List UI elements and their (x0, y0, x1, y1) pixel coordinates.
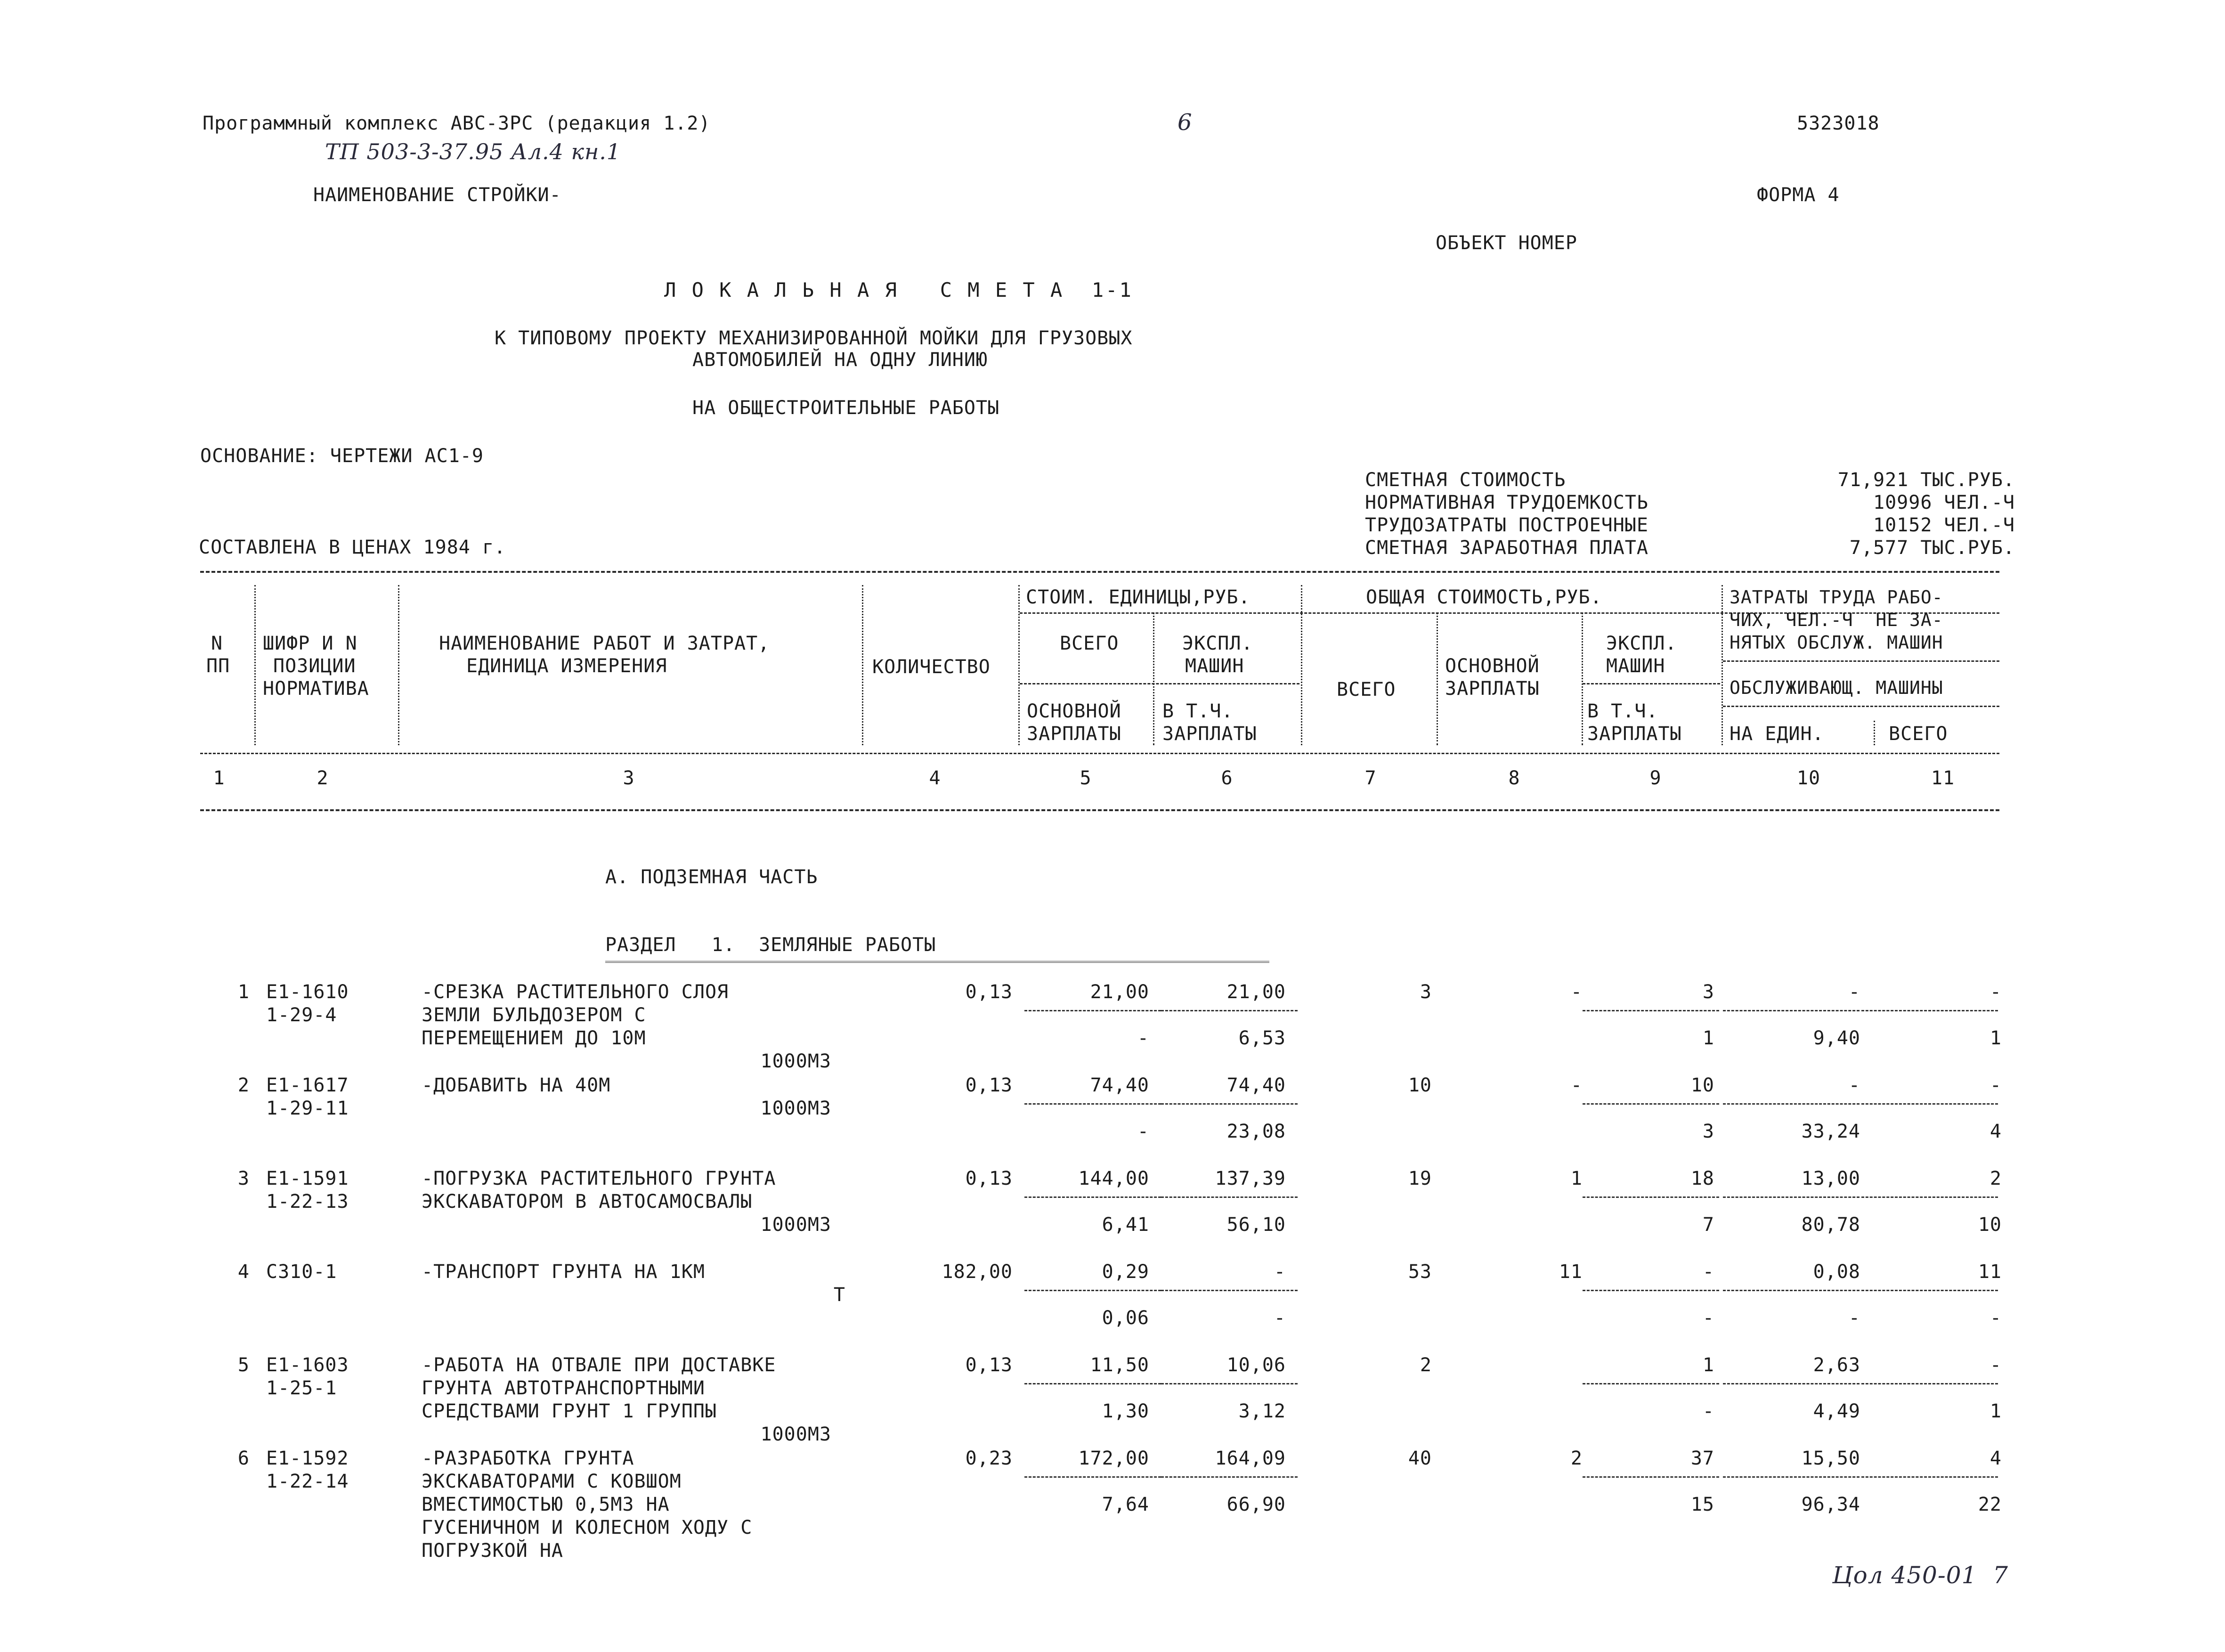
header-labor-unit: НА ЕДИН. (1730, 723, 1824, 745)
row-unit: 1000М3 (760, 1424, 831, 1445)
column-number: 3 (623, 767, 635, 789)
row-labor-machine-unit: 9,40 (1813, 1027, 1860, 1049)
header-unit-wage: ОСНОВНОЙ (1027, 700, 1121, 722)
cell-divider (1583, 1010, 1719, 1011)
row-labor-machine-total: 22 (1978, 1494, 2002, 1515)
row-unit-machines: 74,40 (1226, 1074, 1286, 1096)
row-code: Е1-1617 (266, 1074, 349, 1096)
header-labor: ЗАТРАТЫ ТРУДА РАБО- (1730, 587, 1943, 608)
row-unit-machines: 164,09 (1215, 1448, 1286, 1469)
summary-label: СМЕТНАЯ ЗАРАБОТНАЯ ПЛАТА (1365, 537, 1648, 559)
row-total-wage: - (1570, 981, 1583, 1003)
header-total-incl: ЗАРПЛАТЫ (1587, 723, 1682, 745)
row-total-cost: 2 (1420, 1354, 1432, 1376)
object-number-label: ОБЪЕКТ НОМЕР (1436, 232, 1577, 254)
column-number: 10 (1796, 767, 1821, 789)
summary-label: НОРМАТИВНАЯ ТРУДОЕМКОСТЬ (1365, 492, 1648, 513)
document-title: Л О К А Л Ь Н А Я С М Е Т А 1-1 (664, 278, 1133, 301)
summary-value: 10152 ЧЕЛ.-Ч (1873, 514, 2015, 536)
header-total-machines: МАШИН (1606, 655, 1665, 677)
header-unit-wage: ЗАРПЛАТЫ (1027, 723, 1121, 745)
cell-divider (1583, 1476, 1719, 1478)
header-unit-incl: В Т.Ч. (1162, 700, 1234, 722)
row-total-machines: 3 (1702, 981, 1714, 1003)
row-labor-total: - (1990, 981, 2002, 1003)
column-number: 7 (1364, 767, 1377, 789)
header-code: ПОЗИЦИИ (273, 655, 356, 677)
row-unit-total: 172,00 (1078, 1448, 1149, 1469)
cell-divider (1161, 1290, 1298, 1291)
column-number: 11 (1931, 767, 1955, 789)
header-unit-machines: ЭКСПЛ. (1182, 633, 1253, 654)
row-labor-machine-unit: 33,24 (1801, 1121, 1860, 1142)
cell-divider (1583, 1383, 1719, 1384)
cell-divider (1861, 1103, 1998, 1105)
row-work-name: -ДОБАВИТЬ НА 40М (422, 1074, 611, 1096)
row-unit-wage: 7,64 (1102, 1494, 1149, 1515)
row-labor-per-unit: 0,08 (1813, 1261, 1860, 1283)
header-unit-cost: СТОИМ. ЕДИНИЦЫ,РУБ. (1026, 586, 1251, 608)
header-work-name: НАИМЕНОВАНИЕ РАБОТ И ЗАТРАТ, (439, 633, 770, 654)
row-total-wage: 1 (1570, 1168, 1583, 1189)
row-total-machines: 1 (1702, 1354, 1714, 1376)
cell-divider (1861, 1010, 1998, 1011)
handwritten-note: Цол 450-01 7 (1832, 1562, 2008, 1589)
header-work-name: ЕДИНИЦА ИЗМЕРЕНИЯ (466, 655, 667, 677)
cell-divider (1861, 1476, 1998, 1478)
row-labor-machine-unit: 96,34 (1801, 1494, 1860, 1515)
row-unit-total: 21,00 (1090, 981, 1149, 1003)
row-total-machine-wage: 1 (1702, 1027, 1714, 1049)
row-unit: Т (833, 1284, 845, 1306)
row-number: 2 (237, 1074, 250, 1096)
row-unit: 1000М3 (760, 1214, 831, 1236)
row-labor-machine-total: - (1990, 1307, 2002, 1329)
row-work-name: ЗЕМЛИ БУЛЬДОЗЕРОМ С (422, 1004, 646, 1026)
cell-divider (1161, 1010, 1298, 1011)
row-total-cost: 10 (1408, 1074, 1432, 1096)
header-unit-total: ВСЕГО (1060, 633, 1119, 654)
row-unit-wage: 0,06 (1102, 1307, 1149, 1329)
row-qty: 0,13 (965, 1354, 1013, 1376)
row-work-name: -РАБОТА НА ОТВАЛЕ ПРИ ДОСТАВКЕ (422, 1354, 776, 1376)
row-labor-total: - (1990, 1074, 2002, 1096)
row-unit-machine-wage: 6,53 (1238, 1027, 1286, 1049)
row-unit-machine-wage: 3,12 (1238, 1400, 1286, 1422)
row-work-name: ПЕРЕМЕЩЕНИЕМ ДО 10М (422, 1027, 646, 1049)
row-work-name: ЭКСКАВАТОРАМИ С КОВШОМ (422, 1471, 682, 1492)
row-labor-per-unit: - (1848, 1074, 1860, 1096)
cell-divider (1161, 1383, 1298, 1384)
row-labor-machine-total: 1 (1990, 1027, 2002, 1049)
cell-divider (1024, 1476, 1161, 1478)
row-total-cost: 40 (1408, 1448, 1432, 1469)
row-labor-total: 2 (1990, 1168, 2002, 1189)
row-code: С310-1 (266, 1261, 337, 1283)
row-unit-machine-wage: - (1274, 1307, 1286, 1329)
row-total-cost: 19 (1408, 1168, 1432, 1189)
row-work-name: -РАЗРАБОТКА ГРУНТА (422, 1448, 634, 1469)
project-reference: ТП 503-3-37.95 Ал.4 кн.1 (325, 139, 621, 164)
row-labor-per-unit: 15,50 (1801, 1448, 1860, 1469)
column-number: 5 (1080, 767, 1092, 789)
row-work-name: СРЕДСТВАМИ ГРУНТ 1 ГРУППЫ (422, 1400, 717, 1422)
row-total-wage: 11 (1559, 1261, 1583, 1283)
row-total-wage: 2 (1570, 1448, 1583, 1469)
row-unit-wage: - (1137, 1121, 1149, 1142)
header-labor-total: ВСЕГО (1889, 723, 1948, 745)
row-work-name: -ПОГРУЗКА РАСТИТЕЛЬНОГО ГРУНТА (422, 1168, 776, 1189)
cell-divider (1161, 1196, 1298, 1198)
cell-divider (1723, 1290, 1860, 1291)
row-work-name: ВМЕСТИМОСТЬЮ 0,5М3 НА (422, 1494, 670, 1515)
row-work-name: -СРЕЗКА РАСТИТЕЛЬНОГО СЛОЯ (422, 981, 729, 1003)
price-level-text: СОСТАВЛЕНА В ЦЕНАХ 1984 г. (199, 537, 506, 558)
row-work-name: -ТРАНСПОРТ ГРУНТА НА 1КМ (422, 1261, 705, 1283)
row-total-machine-wage: 3 (1702, 1121, 1714, 1142)
row-work-name: ГРУНТА АВТОТРАНСПОРТНЫМИ (422, 1377, 705, 1399)
cell-divider (1024, 1196, 1161, 1198)
cell-divider (1024, 1290, 1161, 1291)
header-code: НОРМАТИВА (263, 678, 369, 700)
part-heading: А. ПОДЗЕМНАЯ ЧАСТЬ (605, 866, 818, 888)
summary-value: 10996 ЧЕЛ.-Ч (1873, 492, 2015, 513)
row-number: 4 (237, 1261, 250, 1283)
row-code: Е1-1592 (266, 1448, 349, 1469)
row-unit-machine-wage: 56,10 (1226, 1214, 1286, 1236)
row-qty: 0,23 (965, 1448, 1013, 1469)
row-unit-total: 0,29 (1102, 1261, 1149, 1283)
cell-divider (1723, 1103, 1860, 1105)
cell-divider (1583, 1196, 1719, 1198)
cell-divider (1723, 1010, 1860, 1011)
summary-value: 71,921 ТЫС.РУБ. (1837, 469, 2015, 491)
row-code: 1-29-11 (266, 1098, 349, 1119)
title-line-3: НА ОБЩЕСТРОИТЕЛЬНЫЕ РАБОТЫ (692, 397, 1000, 419)
row-total-machines: 10 (1690, 1074, 1714, 1096)
row-unit: 1000М3 (760, 1098, 831, 1119)
column-number: 6 (1221, 767, 1233, 789)
row-code: 1-29-4 (266, 1004, 337, 1026)
row-unit-wage: 1,30 (1102, 1400, 1149, 1422)
header-total-cost: ОБЩАЯ СТОИМОСТЬ,РУБ. (1366, 586, 1602, 608)
row-number: 6 (237, 1448, 250, 1469)
row-labor-per-unit: 13,00 (1801, 1168, 1860, 1189)
summary-value: 7,577 ТЫС.РУБ. (1849, 537, 2015, 559)
cell-divider (1723, 1196, 1860, 1198)
row-labor-per-unit: 2,63 (1813, 1354, 1860, 1376)
row-unit-wage: 6,41 (1102, 1214, 1149, 1236)
column-number: 2 (317, 767, 329, 789)
row-total-machine-wage: 7 (1702, 1214, 1714, 1236)
row-labor-total: - (1990, 1354, 2002, 1376)
program-name: Программный комплекс АВС-3РС (редакция 1.2) (203, 113, 711, 134)
header-labor: ОБСЛУЖИВАЮЩ. МАШИНЫ (1730, 677, 1943, 698)
row-total-machine-wage: 15 (1690, 1494, 1714, 1515)
header-unit-incl: ЗАРПЛАТЫ (1162, 723, 1257, 745)
row-labor-machine-total: 4 (1990, 1121, 2002, 1142)
row-code: Е1-1603 (266, 1354, 349, 1376)
form-number: ФОРМА 4 (1757, 184, 1840, 206)
row-qty: 0,13 (965, 1074, 1013, 1096)
row-unit-machine-wage: 66,90 (1226, 1494, 1286, 1515)
row-qty: 0,13 (965, 981, 1013, 1003)
cell-divider (1723, 1383, 1860, 1384)
column-number: 8 (1508, 767, 1520, 789)
cell-divider (1024, 1103, 1161, 1105)
row-total-machine-wage: - (1702, 1400, 1714, 1422)
row-labor-machine-total: 10 (1978, 1214, 2002, 1236)
cell-divider (1861, 1196, 1998, 1198)
title-line-1: К ТИПОВОМУ ПРОЕКТУ МЕХАНИЗИРОВАННОЙ МОЙКИ ДЛЯ ГРУЗОВЫХ (495, 327, 1133, 349)
row-number: 1 (237, 981, 250, 1003)
row-qty: 0,13 (965, 1168, 1013, 1189)
row-total-machines: - (1702, 1261, 1714, 1283)
cell-divider (1583, 1103, 1719, 1105)
section-heading: РАЗДЕЛ 1. ЗЕМЛЯНЫЕ РАБОТЫ (605, 934, 936, 956)
row-work-name: ПОГРУЗКОЙ НА (422, 1540, 563, 1562)
header-labor: НЯТЫХ ОБСЛУЖ. МАШИН (1730, 632, 1943, 653)
row-unit-total: 144,00 (1078, 1168, 1149, 1189)
cell-divider (1161, 1476, 1298, 1478)
row-work-name: ГУСЕНИЧНОМ И КОЛЕСНОМ ХОДУ С (422, 1517, 753, 1538)
summary-label: ТРУДОЗАТРАТЫ ПОСТРОЕЧНЫЕ (1365, 514, 1648, 536)
header-total-wage: ОСНОВНОЙ (1445, 655, 1540, 677)
row-work-name: ЭКСКАВАТОРОМ В АВТОСАМОСВАЛЫ (422, 1191, 753, 1213)
row-unit: 1000М3 (760, 1050, 831, 1072)
header-unit-machines: МАШИН (1185, 655, 1244, 677)
row-code: Е1-1591 (266, 1168, 349, 1189)
row-labor-machine-total: 1 (1990, 1400, 2002, 1422)
basis-text: ОСНОВАНИЕ: ЧЕРТЕЖИ АС1-9 (200, 445, 484, 467)
row-unit-machines: 137,39 (1215, 1168, 1286, 1189)
header-labor: ЧИХ, ЧЕЛ.-Ч НЕ ЗА- (1730, 610, 1943, 630)
column-number: 9 (1649, 767, 1662, 789)
header-total-machines: ЭКСПЛ. (1606, 633, 1677, 654)
row-code: 1-22-14 (266, 1471, 349, 1492)
cell-divider (1583, 1290, 1719, 1291)
row-total-cost: 3 (1420, 981, 1432, 1003)
row-unit-machines: 21,00 (1226, 981, 1286, 1003)
row-unit-wage: - (1137, 1027, 1149, 1049)
header-total-all: ВСЕГО (1337, 679, 1396, 700)
row-unit-total: 11,50 (1090, 1354, 1149, 1376)
row-total-machines: 18 (1690, 1168, 1714, 1189)
cell-divider (1723, 1476, 1860, 1478)
row-labor-machine-unit: 4,49 (1813, 1400, 1860, 1422)
row-total-cost: 53 (1408, 1261, 1432, 1283)
header-total-wage: ЗАРПЛАТЫ (1445, 678, 1540, 700)
column-number: 4 (929, 767, 941, 789)
cell-divider (1024, 1383, 1161, 1384)
row-qty: 182,00 (942, 1261, 1013, 1283)
row-unit-machines: - (1274, 1261, 1286, 1283)
row-total-wage: - (1570, 1074, 1583, 1096)
construction-name-label: НАИМЕНОВАНИЕ СТРОЙКИ- (313, 184, 561, 206)
header-no: N (211, 633, 223, 654)
row-total-machines: 37 (1690, 1448, 1714, 1469)
header-total-incl: В Т.Ч. (1587, 700, 1658, 722)
row-number: 5 (237, 1354, 250, 1376)
row-unit-machine-wage: 23,08 (1226, 1121, 1286, 1142)
title-line-2: АВТОМОБИЛЕЙ НА ОДНУ ЛИНИЮ (692, 349, 988, 371)
summary-label: СМЕТНАЯ СТОИМОСТЬ (1365, 469, 1566, 491)
header-quantity: КОЛИЧЕСТВО (872, 656, 991, 678)
row-labor-machine-unit: 80,78 (1801, 1214, 1860, 1236)
cell-divider (1861, 1383, 1998, 1384)
row-unit-machines: 10,06 (1226, 1354, 1286, 1376)
header-no: ПП (206, 655, 230, 677)
row-unit-total: 74,40 (1090, 1074, 1149, 1096)
row-code: 1-22-13 (266, 1191, 349, 1213)
document-code: 5323018 (1797, 113, 1880, 134)
row-labor-total: 11 (1978, 1261, 2002, 1283)
column-number: 1 (213, 767, 225, 789)
row-total-machine-wage: - (1702, 1307, 1714, 1329)
row-labor-machine-unit: - (1848, 1307, 1860, 1329)
cell-divider (1861, 1290, 1998, 1291)
page-number: 6 (1177, 109, 1193, 136)
header-code: ШИФР И N (263, 633, 357, 654)
cell-divider (1161, 1103, 1298, 1105)
row-code: Е1-1610 (266, 981, 349, 1003)
row-labor-total: 4 (1990, 1448, 2002, 1469)
row-labor-per-unit: - (1848, 981, 1860, 1003)
row-number: 3 (237, 1168, 250, 1189)
row-code: 1-25-1 (266, 1377, 337, 1399)
cell-divider (1024, 1010, 1161, 1011)
